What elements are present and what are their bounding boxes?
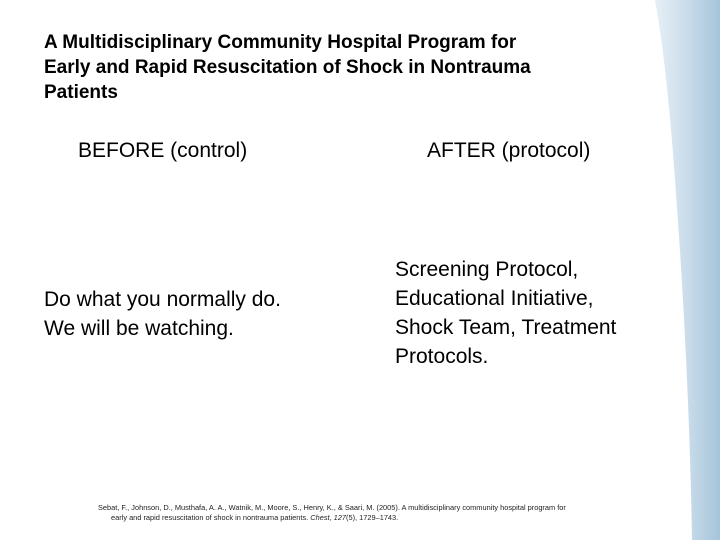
after-line-2: Educational Initiative, bbox=[395, 287, 594, 310]
before-body bbox=[44, 285, 364, 343]
citation-line-1: Sebat, F., Johnson, D., Musthafa, A. A., Watnik, M., Moore, S., Henry, K., & Saari, M. (2005). A multidisciplinary community hospital program for bbox=[98, 503, 566, 512]
citation-line-2 bbox=[98, 513, 618, 523]
after-line-1: Screening Protocol, bbox=[395, 258, 579, 281]
before-line-1: Do what you normally do. bbox=[44, 288, 281, 311]
title-line-3: Patients bbox=[44, 82, 118, 103]
slide-title bbox=[44, 30, 634, 105]
before-heading: BEFORE (control) bbox=[78, 139, 248, 162]
citation-issue: (5), 1729–1743. bbox=[346, 513, 399, 522]
citation bbox=[98, 503, 618, 523]
title-line-2: Early and Rapid Resuscitation of Shock in Nontrauma bbox=[44, 57, 531, 78]
citation-journal: Chest, 127 bbox=[310, 513, 347, 522]
citation-title-end: early and rapid resuscitation of shock in nontrauma patients. bbox=[111, 513, 309, 522]
after-line-3: Shock Team, Treatment bbox=[395, 316, 617, 339]
after-heading: AFTER (protocol) bbox=[427, 139, 591, 162]
after-line-4: Protocols. bbox=[395, 345, 489, 368]
after-body bbox=[395, 255, 665, 371]
title-line-1: A Multidisciplinary Community Hospital Program for bbox=[44, 32, 517, 53]
before-line-2: We will be watching. bbox=[44, 317, 234, 340]
